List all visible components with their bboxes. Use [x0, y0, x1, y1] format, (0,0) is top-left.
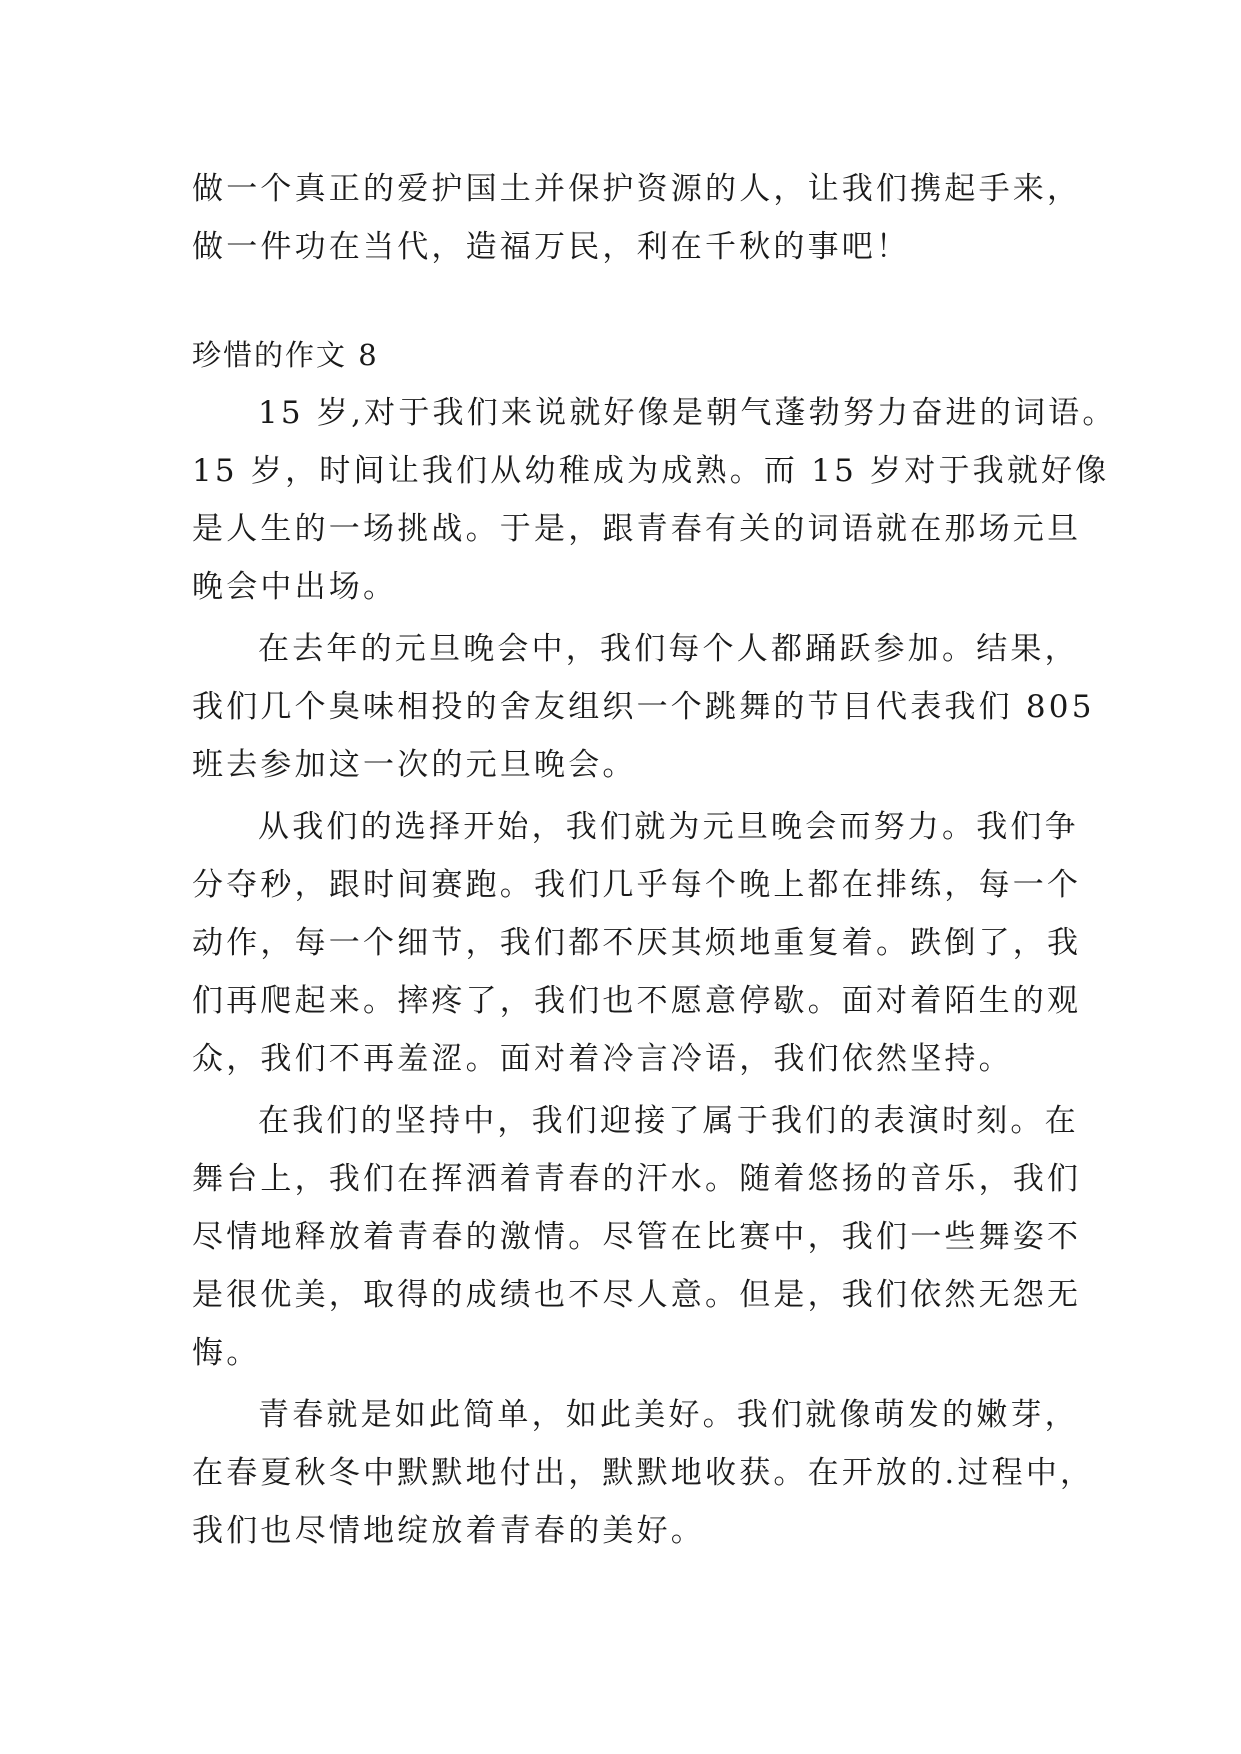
- paragraph-1: [192, 384, 1117, 616]
- intro-paragraph: [192, 160, 1082, 276]
- text-line: 做一件功在当代，造福万民，利在千秋的事吧！: [192, 229, 911, 265]
- text-line: 在去年的元旦晚会中，我们每个人都踊跃参加。结果，: [258, 631, 1079, 667]
- text-line: 青春就是如此简单，如此美好。我们就像萌发的嫩芽，: [258, 1397, 1079, 1433]
- text-line: 们再爬起来。摔疼了，我们也不愿意停歇。面对着陌生的观: [192, 983, 1082, 1019]
- paragraph-5: [192, 1386, 1095, 1560]
- text-line: 晚会中出场。: [192, 569, 398, 605]
- text-line: 从我们的选择开始，我们就为元旦晚会而努力。我们争: [258, 809, 1079, 845]
- text-line: 众，我们不再羞涩。面对着冷言冷语，我们依然坚持。: [192, 1041, 1013, 1077]
- text-line: 分夺秒，跟时间赛跑。我们几乎每个晚上都在排练，每一个: [192, 867, 1082, 903]
- text-line: 是人生的一场挑战。于是，跟青春有关的词语就在那场元旦: [192, 511, 1082, 547]
- text-line: 悔。: [192, 1335, 261, 1371]
- paragraph-3: [192, 798, 1082, 1088]
- text-line: 我们也尽情地绽放着青春的美好。: [192, 1513, 705, 1549]
- document-body: [192, 160, 1117, 1560]
- section-title: 珍惜的作文 8: [192, 338, 379, 372]
- text-line: 做一个真正的爱护国土并保护资源的人，让我们携起手来，: [192, 171, 1082, 207]
- text-line: 班去参加这一次的元旦晚会。: [192, 747, 637, 783]
- text-line: 我们几个臭味相投的舍友组织一个跳舞的节目代表我们 805: [192, 689, 1095, 725]
- text-line: 尽情地释放着青春的激情。尽管在比赛中，我们一些舞姿不: [192, 1219, 1082, 1255]
- text-line: 15 岁,对于我们来说就好像是朝气蓬勃努力奋进的词语。: [258, 395, 1117, 431]
- paragraph-4: [192, 1092, 1082, 1382]
- paragraph-2: [192, 620, 1095, 794]
- text-line: 在春夏秋冬中默默地付出，默默地收获。在开放的.过程中，: [192, 1455, 1095, 1491]
- text-line: 在我们的坚持中，我们迎接了属于我们的表演时刻。在: [258, 1103, 1079, 1139]
- text-line: 动作，每一个细节，我们都不厌其烦地重复着。跌倒了，我: [192, 925, 1082, 961]
- text-line: 15 岁，时间让我们从幼稚成为成熟。而 15 岁对于我就好像: [192, 453, 1110, 489]
- text-line: 是很优美，取得的成绩也不尽人意。但是，我们依然无怨无: [192, 1277, 1082, 1313]
- text-line: 舞台上，我们在挥洒着青春的汗水。随着悠扬的音乐，我们: [192, 1161, 1082, 1197]
